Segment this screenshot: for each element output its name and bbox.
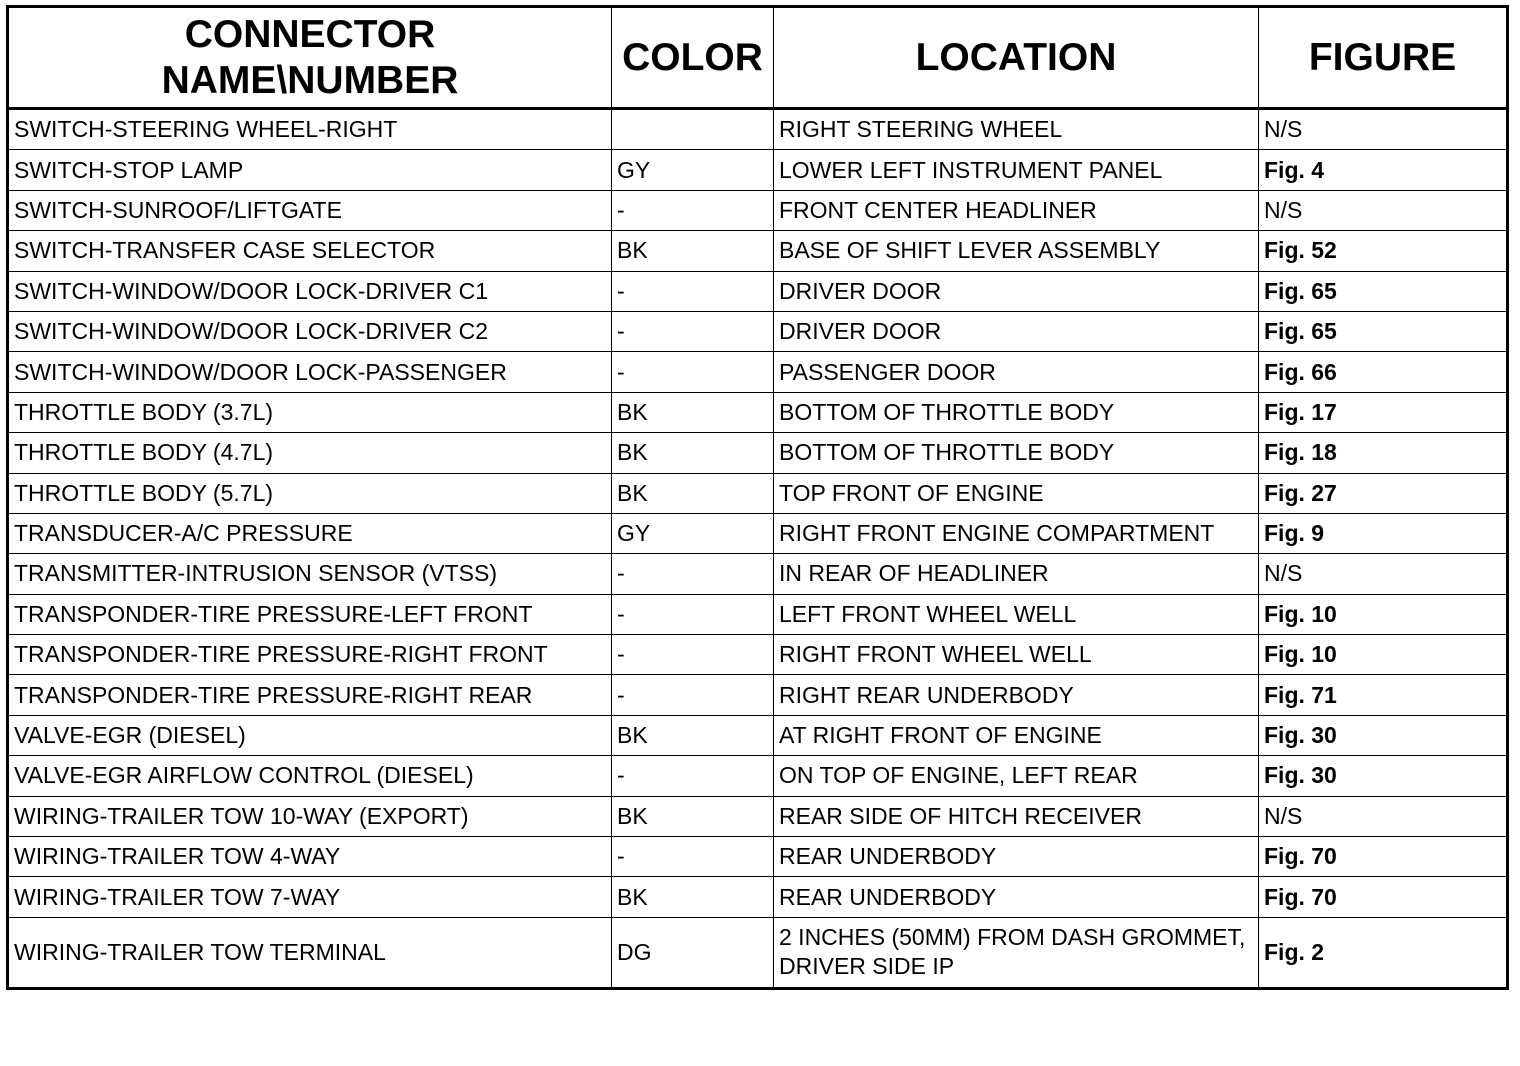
location-cell: PASSENGER DOOR	[774, 352, 1259, 392]
connector-cell: SWITCH-WINDOW/DOOR LOCK-PASSENGER	[8, 352, 612, 392]
figure-cell: Fig. 30	[1259, 756, 1508, 796]
location-cell: RIGHT REAR UNDERBODY	[774, 675, 1259, 715]
table-row	[8, 190, 1508, 230]
header-figure: FIGURE	[1259, 7, 1508, 109]
color-cell: BK	[612, 877, 774, 917]
figure-cell: N/S	[1259, 796, 1508, 836]
figure-cell: Fig. 30	[1259, 715, 1508, 755]
figure-cell: Fig. 52	[1259, 231, 1508, 271]
figure-cell: Fig. 65	[1259, 271, 1508, 311]
table-row	[8, 715, 1508, 755]
location-cell: RIGHT FRONT ENGINE COMPARTMENT	[774, 513, 1259, 553]
table-body	[8, 109, 1508, 989]
connector-cell: TRANSPONDER-TIRE PRESSURE-RIGHT FRONT	[8, 635, 612, 675]
location-cell: ON TOP OF ENGINE, LEFT REAR	[774, 756, 1259, 796]
color-cell: BK	[612, 473, 774, 513]
connector-cell: SWITCH-WINDOW/DOOR LOCK-DRIVER C1	[8, 271, 612, 311]
table-row	[8, 311, 1508, 351]
connector-cell: SWITCH-STOP LAMP	[8, 150, 612, 190]
table-row	[8, 796, 1508, 836]
color-cell: BK	[612, 433, 774, 473]
header-location: LOCATION	[774, 7, 1259, 109]
figure-cell: Fig. 2	[1259, 917, 1508, 988]
figure-cell: N/S	[1259, 554, 1508, 594]
location-cell: RIGHT FRONT WHEEL WELL	[774, 635, 1259, 675]
table-row	[8, 513, 1508, 553]
figure-cell: Fig. 4	[1259, 150, 1508, 190]
figure-cell: Fig. 66	[1259, 352, 1508, 392]
figure-cell: Fig. 9	[1259, 513, 1508, 553]
connector-table	[6, 5, 1509, 990]
header-connector: CONNECTOR NAME\NUMBER	[8, 7, 612, 109]
connector-cell: SWITCH-SUNROOF/LIFTGATE	[8, 190, 612, 230]
location-cell: DRIVER DOOR	[774, 311, 1259, 351]
connector-cell: SWITCH-WINDOW/DOOR LOCK-DRIVER C2	[8, 311, 612, 351]
location-cell: LOWER LEFT INSTRUMENT PANEL	[774, 150, 1259, 190]
connector-cell: SWITCH-STEERING WHEEL-RIGHT	[8, 109, 612, 150]
figure-cell: Fig. 17	[1259, 392, 1508, 432]
table-row	[8, 554, 1508, 594]
connector-cell: THROTTLE BODY (4.7L)	[8, 433, 612, 473]
color-cell: -	[612, 554, 774, 594]
connector-table-wrapper	[6, 5, 1509, 990]
table-row	[8, 473, 1508, 513]
connector-cell: THROTTLE BODY (3.7L)	[8, 392, 612, 432]
location-cell: REAR UNDERBODY	[774, 877, 1259, 917]
color-cell: -	[612, 594, 774, 634]
connector-cell: WIRING-TRAILER TOW 10-WAY (EXPORT)	[8, 796, 612, 836]
figure-cell: N/S	[1259, 190, 1508, 230]
location-cell: AT RIGHT FRONT OF ENGINE	[774, 715, 1259, 755]
color-cell: -	[612, 635, 774, 675]
table-row	[8, 231, 1508, 271]
table-row	[8, 635, 1508, 675]
connector-cell: WIRING-TRAILER TOW 4-WAY	[8, 837, 612, 877]
color-cell: -	[612, 756, 774, 796]
location-cell: DRIVER DOOR	[774, 271, 1259, 311]
connector-cell: THROTTLE BODY (5.7L)	[8, 473, 612, 513]
connector-cell: TRANSMITTER-INTRUSION SENSOR (VTSS)	[8, 554, 612, 594]
table-row	[8, 392, 1508, 432]
location-cell: BOTTOM OF THROTTLE BODY	[774, 392, 1259, 432]
connector-cell: VALVE-EGR (DIESEL)	[8, 715, 612, 755]
location-cell: BOTTOM OF THROTTLE BODY	[774, 433, 1259, 473]
location-cell: LEFT FRONT WHEEL WELL	[774, 594, 1259, 634]
connector-cell: VALVE-EGR AIRFLOW CONTROL (DIESEL)	[8, 756, 612, 796]
color-cell: BK	[612, 715, 774, 755]
header-color: COLOR	[612, 7, 774, 109]
color-cell: BK	[612, 392, 774, 432]
location-cell: FRONT CENTER HEADLINER	[774, 190, 1259, 230]
location-cell: TOP FRONT OF ENGINE	[774, 473, 1259, 513]
location-cell: BASE OF SHIFT LEVER ASSEMBLY	[774, 231, 1259, 271]
table-row	[8, 837, 1508, 877]
location-cell: RIGHT STEERING WHEEL	[774, 109, 1259, 150]
connector-cell: TRANSDUCER-A/C PRESSURE	[8, 513, 612, 553]
table-row	[8, 877, 1508, 917]
location-cell: IN REAR OF HEADLINER	[774, 554, 1259, 594]
header-row	[8, 7, 1508, 109]
color-cell	[612, 109, 774, 150]
location-cell: REAR SIDE OF HITCH RECEIVER	[774, 796, 1259, 836]
figure-cell: Fig. 70	[1259, 877, 1508, 917]
figure-cell: Fig. 65	[1259, 311, 1508, 351]
table-row	[8, 756, 1508, 796]
table-row	[8, 271, 1508, 311]
connector-cell: WIRING-TRAILER TOW 7-WAY	[8, 877, 612, 917]
table-row	[8, 109, 1508, 150]
figure-cell: Fig. 10	[1259, 594, 1508, 634]
color-cell: -	[612, 352, 774, 392]
table-row	[8, 917, 1508, 988]
color-cell: BK	[612, 231, 774, 271]
connector-cell: TRANSPONDER-TIRE PRESSURE-RIGHT REAR	[8, 675, 612, 715]
table-row	[8, 150, 1508, 190]
connector-cell: SWITCH-TRANSFER CASE SELECTOR	[8, 231, 612, 271]
color-cell: GY	[612, 513, 774, 553]
table-row	[8, 352, 1508, 392]
table-row	[8, 433, 1508, 473]
color-cell: -	[612, 190, 774, 230]
color-cell: -	[612, 837, 774, 877]
color-cell: DG	[612, 917, 774, 988]
color-cell: GY	[612, 150, 774, 190]
location-cell: 2 INCHES (50MM) FROM DASH GROMMET, DRIVER SIDE IP	[774, 917, 1259, 988]
figure-cell: N/S	[1259, 109, 1508, 150]
table-row	[8, 594, 1508, 634]
color-cell: -	[612, 311, 774, 351]
color-cell: -	[612, 271, 774, 311]
color-cell: -	[612, 675, 774, 715]
connector-cell: TRANSPONDER-TIRE PRESSURE-LEFT FRONT	[8, 594, 612, 634]
figure-cell: Fig. 18	[1259, 433, 1508, 473]
figure-cell: Fig. 27	[1259, 473, 1508, 513]
color-cell: BK	[612, 796, 774, 836]
table-row	[8, 675, 1508, 715]
location-cell: REAR UNDERBODY	[774, 837, 1259, 877]
figure-cell: Fig. 71	[1259, 675, 1508, 715]
figure-cell: Fig. 10	[1259, 635, 1508, 675]
figure-cell: Fig. 70	[1259, 837, 1508, 877]
connector-cell: WIRING-TRAILER TOW TERMINAL	[8, 917, 612, 988]
